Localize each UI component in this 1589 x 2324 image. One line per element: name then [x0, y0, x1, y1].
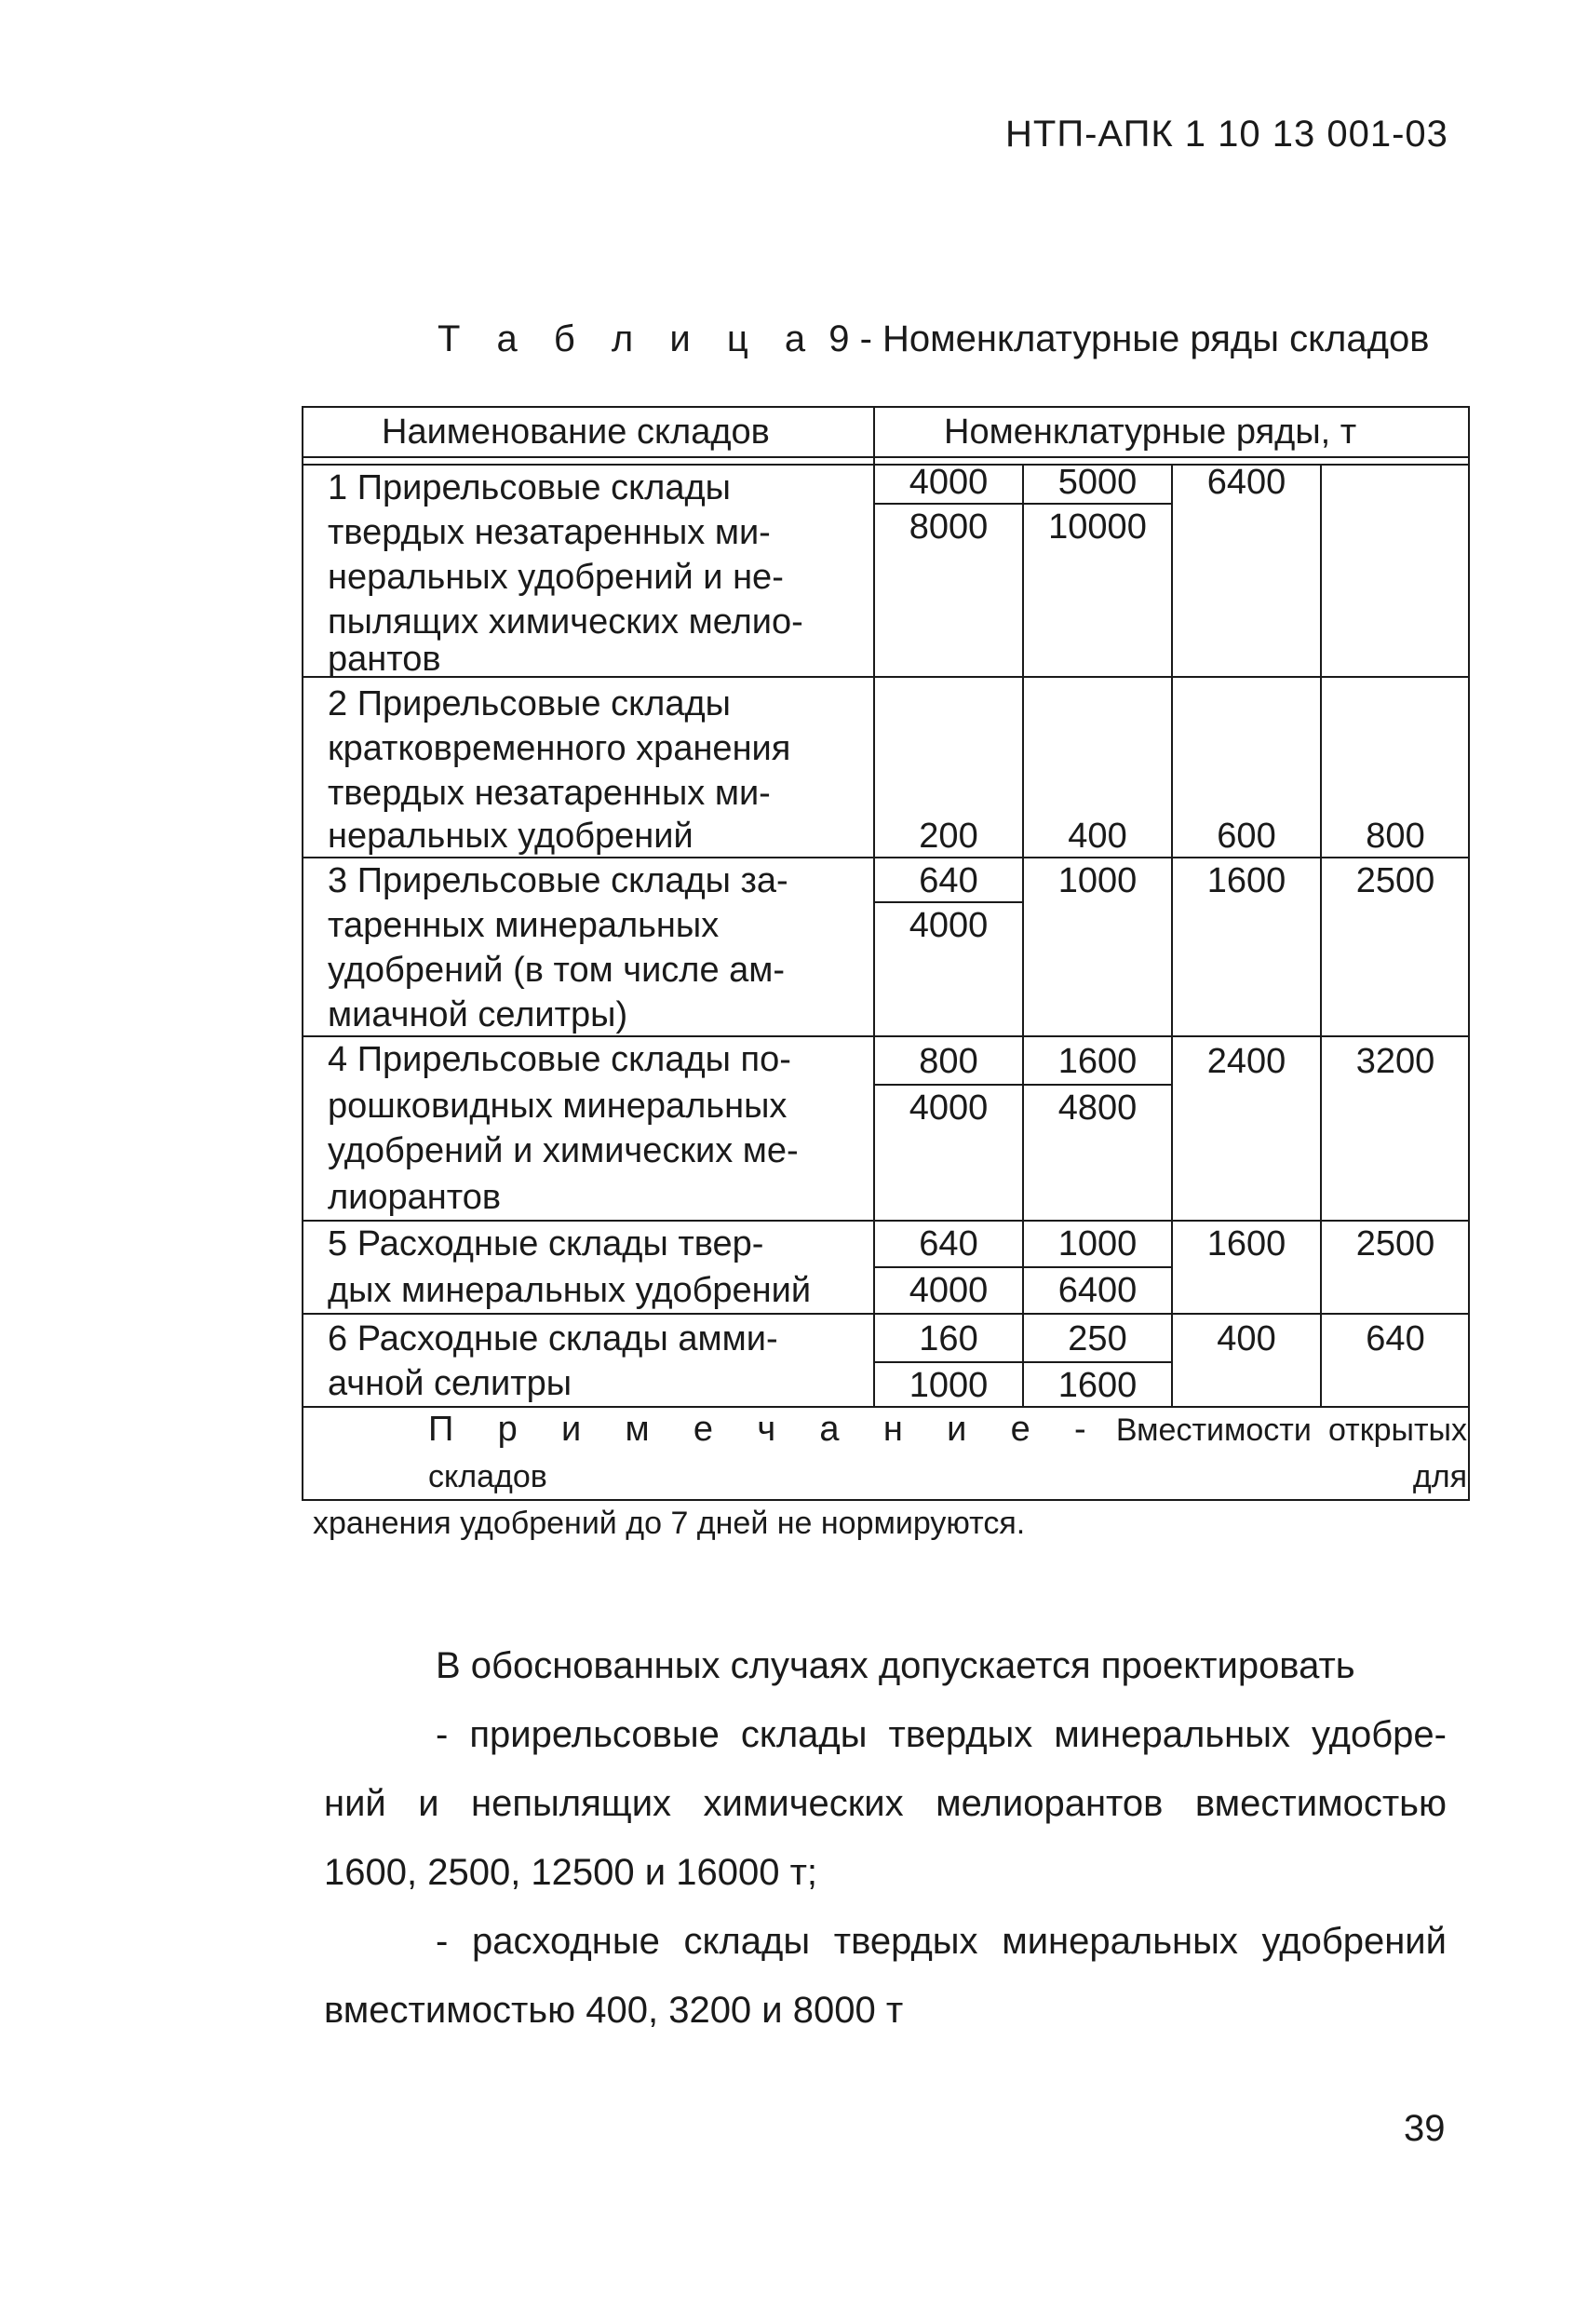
row2-name-line: 2 Прирельсовые склады [328, 684, 731, 723]
row5-value: 1000 [1057, 1224, 1138, 1263]
table-note-line-1 [313, 1406, 1467, 1500]
row5-name-line: 5 Расходные склады твер- [328, 1224, 764, 1263]
row5-divider [302, 1313, 1470, 1315]
row6-value: 400 [1217, 1319, 1276, 1358]
row1-value: 4000 [909, 463, 989, 502]
row3-name-line: миачной селитры) [328, 995, 628, 1034]
table-note-text-2: хранения удобрений до 7 дней не нормируются. [313, 1506, 1026, 1541]
row4-value: 2400 [1206, 1042, 1286, 1081]
row6-value: 640 [1366, 1319, 1425, 1358]
row2-name-line: кратковременного хранения [328, 729, 791, 768]
page-number: 39 [1404, 2108, 1446, 2149]
row3-name-line: таренных минеральных [328, 906, 720, 945]
row5-value: 2500 [1355, 1224, 1435, 1263]
row5-value: 4000 [909, 1271, 989, 1310]
body-item1-line1: - прирельсовые склады твердых минеральных удобре- [436, 1714, 1447, 1755]
row1-name-line: пылящих химических мелио- [328, 602, 803, 642]
table-caption-prefix: Т а б л и ц а [438, 318, 819, 359]
row6-value: 1000 [909, 1366, 989, 1405]
table-note [313, 1406, 1467, 1547]
row1-name-line: 1 Прирельсовые склады [328, 468, 731, 507]
row2-name-line: твердых незатаренных ми- [328, 774, 771, 813]
row2-value: 200 [919, 817, 978, 856]
row5-value: 640 [919, 1224, 978, 1263]
row1-divider [302, 676, 1470, 678]
row1-value: 6400 [1206, 463, 1286, 502]
row3-value: 1000 [1057, 861, 1138, 900]
row4-value: 3200 [1355, 1042, 1435, 1081]
row1-value: 10000 [1048, 507, 1147, 547]
body-item2-line2: вместимостью 400, 3200 и 8000 т [324, 1990, 904, 2031]
row4-value: 800 [919, 1042, 978, 1081]
row1-name-line: твердых незатаренных ми- [328, 513, 771, 552]
row1-value: 5000 [1057, 463, 1138, 502]
body-item1-line3: 1600, 2500, 12500 и 16000 т; [324, 1852, 817, 1893]
body-item1-line2: ний и непылящих химических мелиорантов вместимостью [324, 1783, 1447, 1824]
row2-value: 400 [1068, 817, 1127, 856]
row2-name-line: неральных удобрений [328, 817, 694, 856]
row6-value: 1600 [1057, 1366, 1138, 1405]
row3-value: 1600 [1206, 861, 1286, 900]
row3-name-line: удобрений (в том числе ам- [328, 951, 786, 990]
row3-value: 4000 [909, 906, 989, 945]
header-series-column: Номенклатурные ряды, т [944, 412, 1357, 452]
row2-value: 800 [1366, 817, 1425, 856]
body-item2-line1: - расходные склады твердых минеральных удобрений [436, 1921, 1447, 1962]
row6-value: 160 [919, 1319, 978, 1358]
row1-name-line: неральных удобрений и не- [328, 558, 784, 597]
row2-value: 600 [1217, 817, 1276, 856]
row4-name-line: 4 Прирельсовые склады по- [328, 1040, 791, 1079]
row5-value: 1600 [1206, 1224, 1286, 1263]
table-border-top [302, 406, 1470, 408]
row4-value: 1600 [1057, 1042, 1138, 1081]
row4-name-line: лиорантов [328, 1178, 502, 1217]
header-name-column: Наименование складов [382, 412, 770, 452]
document-code: НТП-АПК 1 10 13 001-03 [1005, 114, 1448, 155]
table-caption [438, 318, 1429, 360]
table-border-left [302, 406, 303, 1501]
row4-value: 4000 [909, 1088, 989, 1128]
row6-name-line: ачной селитры [328, 1364, 572, 1403]
row1-name-line: рантов [328, 640, 441, 679]
row4-value: 4800 [1057, 1088, 1138, 1128]
row1-value: 8000 [909, 507, 989, 547]
body-intro: В обоснованных случаях допускается проектировать [436, 1645, 1355, 1686]
table-note-text-1: Вместимости открытых складов для [428, 1412, 1467, 1494]
row4-name-line: рошковидных минеральных [328, 1087, 788, 1126]
row4-name-line: удобрений и химических ме- [328, 1131, 799, 1170]
row3-value: 640 [919, 861, 978, 900]
table-caption-text: 9 - Номенклатурные ряды складов [828, 318, 1430, 359]
row6-value: 250 [1068, 1319, 1127, 1358]
table-note-label: П р и м е ч а н и е - [428, 1410, 1099, 1449]
row3-value: 2500 [1355, 861, 1435, 900]
row3-name-line: 3 Прирельсовые склады за- [328, 861, 788, 900]
row6-name-line: 6 Расходные склады амми- [328, 1319, 778, 1358]
warehouse-nomenclature-table [302, 406, 1470, 1501]
table-header-divider [302, 456, 1470, 458]
row5-name-line: дых минеральных удобрений [328, 1271, 812, 1310]
row5-value: 6400 [1057, 1271, 1138, 1310]
